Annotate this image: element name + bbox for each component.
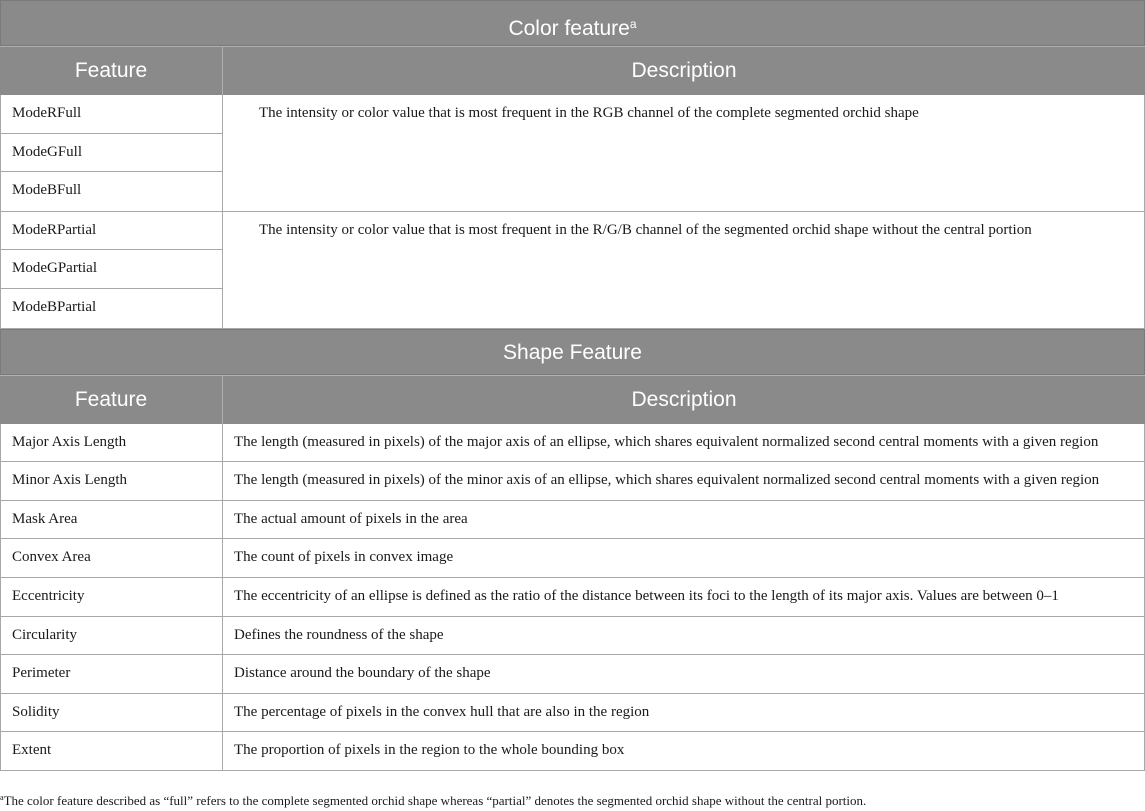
table-row — [0, 732, 1145, 771]
shape-table-header — [0, 375, 1145, 424]
table-footnote — [0, 793, 1145, 809]
feature-cell: Minor Axis Length — [0, 462, 223, 500]
feature-names — [0, 212, 223, 328]
color-table-header — [0, 46, 1145, 95]
feature-cell: Solidity — [0, 694, 223, 732]
shape-feature-title: Shape Feature — [0, 329, 1145, 375]
description-cell: The intensity or color value that is most frequent in the RGB channel of the complete segmented orchid shape — [223, 95, 1145, 211]
footnote-marker: a — [629, 17, 637, 31]
feature-cell: Eccentricity — [0, 578, 223, 616]
feature-names — [0, 95, 223, 211]
feature-cell: Convex Area — [0, 539, 223, 577]
feature-cell: ModeBPartial — [12, 298, 97, 315]
description-cell: The actual amount of pixels in the area — [223, 501, 1145, 539]
feature-cell: ModeGPartial — [1, 250, 222, 289]
feature-cell: Mask Area — [0, 501, 223, 539]
feature-cell: Perimeter — [0, 655, 223, 693]
footnote-marker: a — [0, 793, 4, 802]
description-cell: The count of pixels in convex image — [223, 539, 1145, 577]
feature-cell: Circularity — [0, 617, 223, 655]
table-row — [0, 617, 1145, 656]
feature-cell: ModeRFull — [1, 95, 222, 134]
header-description: Description — [631, 59, 737, 82]
table-row — [0, 462, 1145, 501]
header-feature: Feature — [0, 376, 223, 424]
description-cell: The intensity or color value that is most frequent in the R/G/B channel of the segmented orchid shape without the central portion — [223, 212, 1145, 328]
description-cell: The length (measured in pixels) of the major axis of an ellipse, which shares equivalent normalized second central moments with a given region — [223, 424, 1145, 462]
table-row — [0, 539, 1145, 578]
feature-cell: Major Axis Length — [0, 424, 223, 462]
table-row — [0, 655, 1145, 694]
description-cell: The length (measured in pixels) of the minor axis of an ellipse, which shares equivalent normalized second central moments with a given region — [223, 462, 1145, 500]
feature-cell: ModeRPartial — [1, 212, 222, 251]
header-description: Description — [631, 387, 737, 411]
table-row — [0, 424, 1145, 463]
feature-cell: ModeBFull — [12, 182, 82, 199]
color-group-full — [0, 95, 1145, 212]
feature-cell: Extent — [0, 732, 223, 770]
feature-cell: ModeGFull — [1, 134, 222, 173]
table-row — [0, 694, 1145, 733]
header-feature: Feature — [0, 47, 223, 95]
description-cell: The percentage of pixels in the convex hull that are also in the region — [223, 694, 1145, 732]
footnote-text: The color feature described as “full” refers to the complete segmented orchid shape whereas “partial” denotes the segmented orchid shape without the central portion. — [3, 793, 867, 808]
color-group-partial — [0, 212, 1145, 329]
description-cell: The proportion of pixels in the region to the whole bounding box — [223, 732, 1145, 770]
description-cell: The eccentricity of an ellipse is defined as the ratio of the distance between its foci to the length of its major axis. Values are between 0–1 — [223, 578, 1145, 616]
table-row — [0, 501, 1145, 540]
table-row — [0, 578, 1145, 617]
description-cell: Distance around the boundary of the shape — [223, 655, 1145, 693]
description-cell: Defines the roundness of the shape — [223, 617, 1145, 655]
color-feature-title — [0, 0, 1145, 46]
color-feature-title-text: Color feature — [508, 17, 630, 40]
